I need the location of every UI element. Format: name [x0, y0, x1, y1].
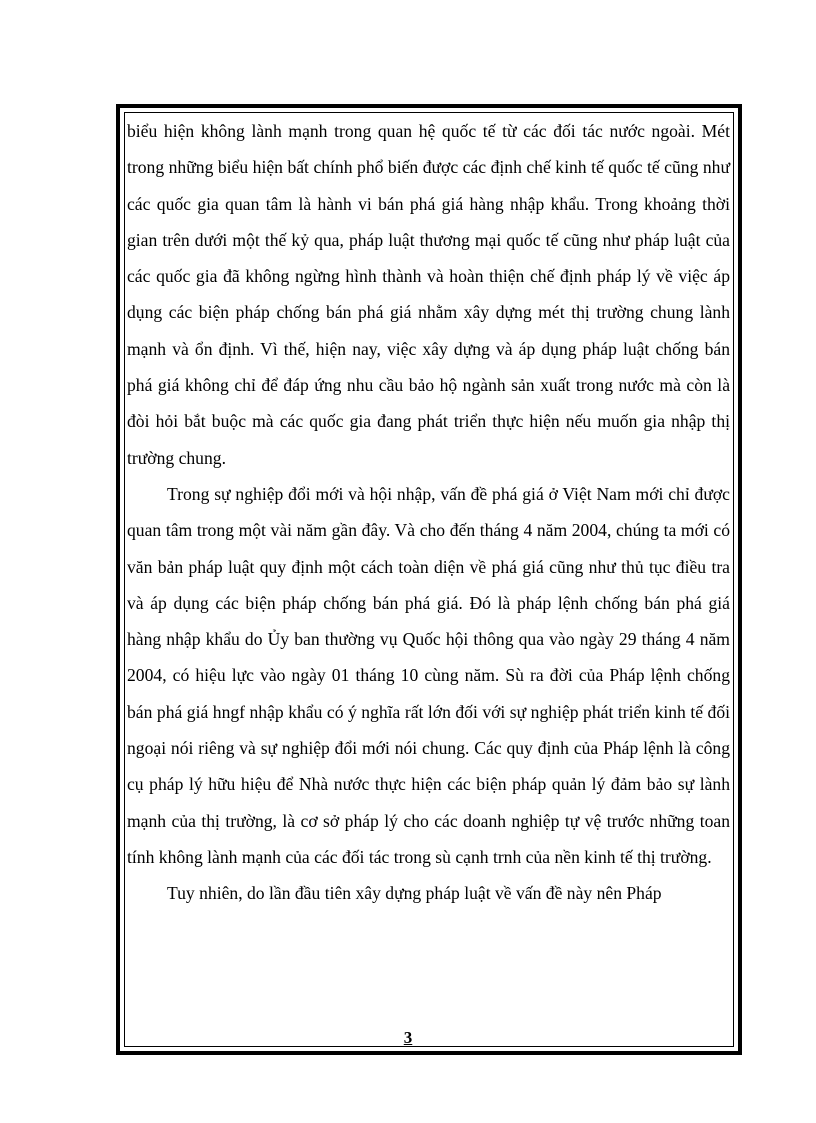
paragraph-2: Trong sự nghiệp đổi mới và hội nhập, vấn đề phá giá ở Việt Nam mới chỉ được quan tâm trong một vài năm gần đây. Và cho đến tháng 4 năm 2004, chúng ta mới có văn bản pháp luật quy định một cách toàn diện về phá giá cũng như thủ tục điều tra và áp dụng các biện pháp chống bán phá giá. Đó là pháp lệnh chống bán phá giá hàng nhập khẩu do Ủy ban thường vụ Quốc hội thông qua vào ngày 29 tháng 4 năm 2004, có hiệu lực vào ngày 01 tháng 10 cùng năm. Sù ra đời của Pháp lệnh chống bán phá giá hngf nhập khẩu có ý nghĩa rất lớn đối với sự nghiệp phát triển kinh tế đối ngoại nói riêng và sự nghiệp đổi mới nói chung. Các quy định của Pháp lệnh là công cụ pháp lý hữu hiệu để Nhà nước thực hiện các biện pháp quản lý đảm bảo sự lành mạnh của thị trường, là cơ sở pháp lý cho các doanh nghiệp tự vệ trước những toan tính không lành mạnh của các đối tác trong sù cạnh trnh của nền kinh tế thị trường.	[127, 483, 730, 867]
page-number-text: 3	[403, 1028, 413, 1047]
document-body	[127, 113, 730, 912]
paragraph-3: Tuy nhiên, do lần đầu tiên xây dựng pháp luật về vấn đề này nên Pháp	[167, 883, 662, 904]
paragraph-1: biểu hiện không lành mạnh trong quan hệ quốc tế từ các đối tác nước ngoài. Mét trong những biểu hiện bất chính phổ biến được các định chế kinh tế quốc tế cũng như các quốc gia quan tâm là hành vi bán phá giá hàng nhập khẩu. Trong khoảng thời gian trên dưới một thế kỷ qua, pháp luật thương mại quốc tế cũng như pháp luật của các quốc gia đã không ngừng hình thành và hoàn thiện chế định pháp lý về việc áp dụng các biện pháp chống bán phá giá nhằm xây dựng mét thị trường chung lành mạnh và ổn định. Vì thế, hiện nay, việc xây dựng và áp dụng pháp luật chống bán phá giá không chỉ để đáp ứng nhu cầu bảo hộ ngành sản xuất trong nước mà còn là đòi hỏi bắt buộc mà các quốc gia đang phát triển thực hiện nếu muốn gia nhập thị trường chung.	[127, 121, 730, 468]
page-number	[0, 1028, 816, 1048]
